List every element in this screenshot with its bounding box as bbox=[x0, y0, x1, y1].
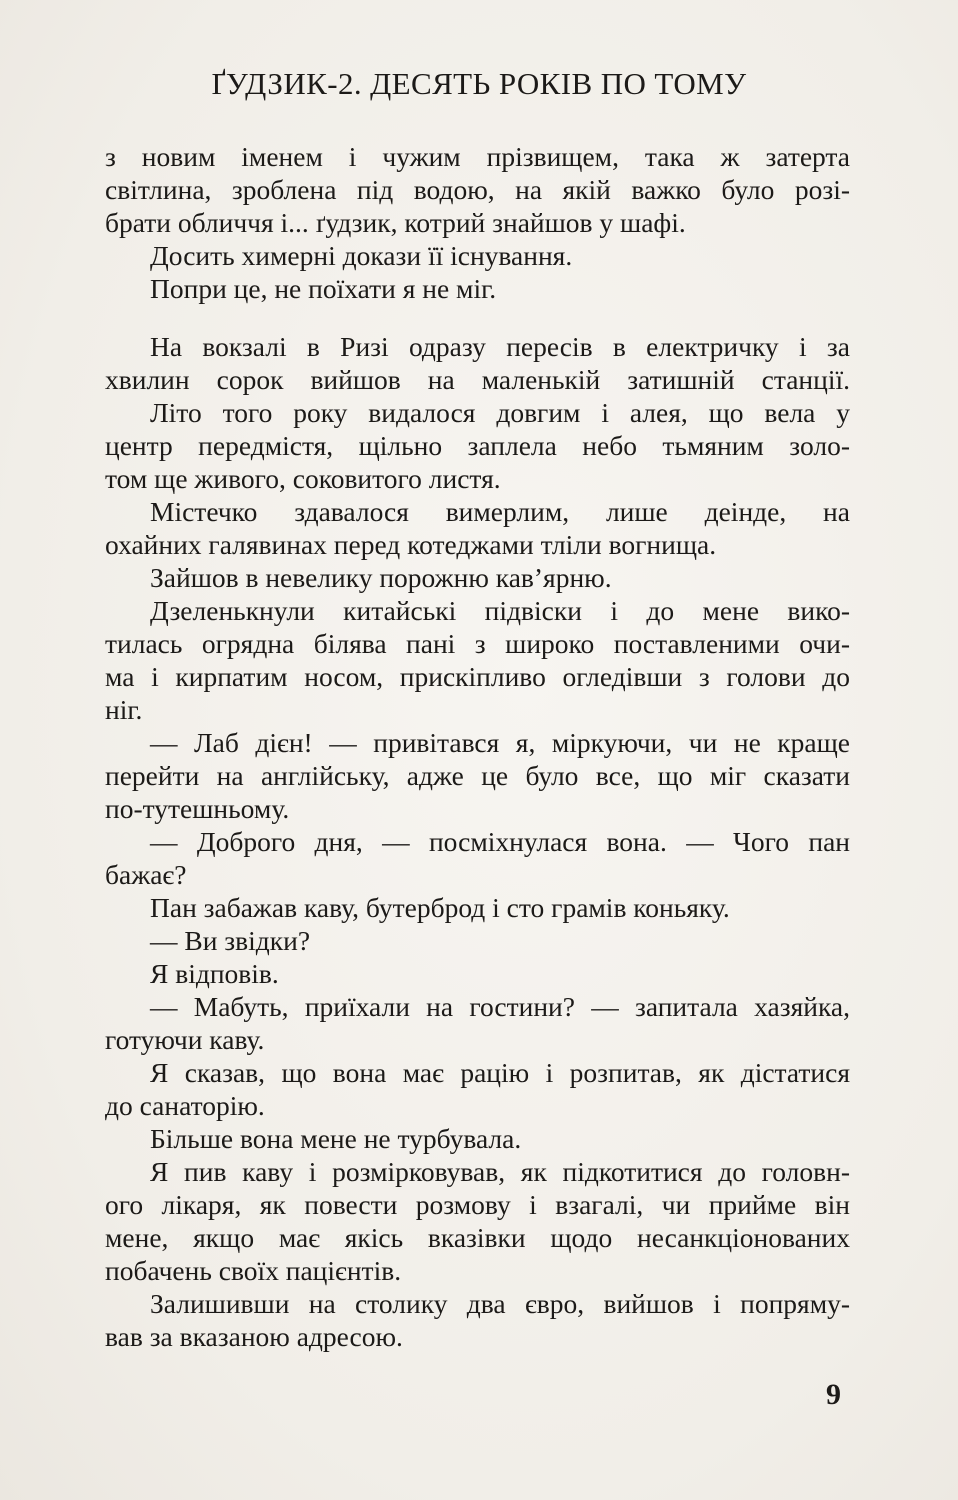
text-line: вав за вказаною адресою. bbox=[105, 1321, 403, 1352]
text-line: том ще живого, соковитого листя. bbox=[105, 463, 501, 494]
running-head-title: ҐУДЗИК-2. ДЕСЯТЬ РОКІВ ПО ТОМУ bbox=[211, 66, 747, 101]
text-line: — Мабуть, приїхали на гостини? — запитала хазяйка, bbox=[150, 991, 850, 1022]
body-text bbox=[105, 140, 850, 1353]
text-line: Залишивши на столику два євро, вийшов і попряму- bbox=[150, 1288, 850, 1319]
text-line: — Доброго дня, — посміхнулася вона. — Чого пан bbox=[150, 826, 850, 857]
text-line: Попри це, не поїхати я не міг. bbox=[150, 273, 497, 304]
text-line: Досить химерні докази її існування. bbox=[150, 240, 573, 271]
text-line: Зайшов в невелику порожню кав’ярню. bbox=[150, 562, 612, 593]
text-line: побачень своїх пацієнтів. bbox=[105, 1255, 402, 1286]
text-line: Літо того року видалося довгим і алея, що вела у bbox=[150, 397, 850, 428]
text-line: світлина, зроблена під водою, на якій важко було розі- bbox=[105, 174, 850, 205]
text-line: Дзеленькнули китайські підвіски і до мене вико- bbox=[150, 595, 850, 626]
text-line: — Лаб дієн! — привітався я, міркуючи, чи не краще bbox=[150, 727, 850, 758]
text-line: тилась огрядна білява пані з широко поставленими очи- bbox=[105, 628, 850, 659]
text-line: Я сказав, що вона має рацію і розпитав, як дістатися bbox=[150, 1057, 850, 1088]
text-line: охайних галявинах перед котеджами тліли вогнища. bbox=[105, 529, 717, 560]
text-line: Я пив каву і розмірковував, як підкотитися до головн- bbox=[150, 1156, 850, 1187]
text-line: центр передмістя, щільно заплела небо тьмяним золо- bbox=[105, 430, 850, 461]
text-line: Більше вона мене не турбувала. bbox=[150, 1123, 522, 1154]
text-line: ма і кирпатим носом, прискіпливо огледівши з голови до bbox=[105, 661, 850, 692]
page-number: 9 bbox=[826, 1378, 841, 1411]
text-line: з новим іменем і чужим прізвищем, така ж затерта bbox=[105, 141, 850, 172]
text-line: ого лікаря, як повести розмову і взагалі, чи прийме він bbox=[105, 1189, 850, 1220]
text-line: ніг. bbox=[105, 694, 143, 725]
text-line: Я відповів. bbox=[150, 958, 279, 989]
text-line: бажає? bbox=[105, 859, 187, 890]
text-line: хвилин сорок вийшов на маленькій затишній станції. bbox=[105, 364, 850, 395]
paragraph-gap bbox=[105, 305, 850, 330]
text-line: по-тутешньому. bbox=[105, 793, 290, 824]
text-line: до санаторію. bbox=[105, 1090, 265, 1121]
text-line: Пан забажав каву, бутерброд і сто грамів коньяку. bbox=[150, 892, 730, 923]
text-line: Містечко здавалося вимерлим, лише деінде, на bbox=[150, 496, 850, 527]
text-line: — Ви звідки? bbox=[150, 925, 311, 956]
text-line: готуючи каву. bbox=[105, 1024, 265, 1055]
text-line: перейти на англійську, адже це було все, що міг сказати bbox=[105, 760, 850, 791]
text-line: На вокзалі в Ризі одразу пересів в електричку і за bbox=[150, 331, 850, 362]
text-line: брати обличчя і... ґудзик, котрий знайшов у шафі. bbox=[105, 207, 686, 238]
text-line: мене, якщо має якісь вказівки щодо несанкціонованих bbox=[105, 1222, 850, 1253]
